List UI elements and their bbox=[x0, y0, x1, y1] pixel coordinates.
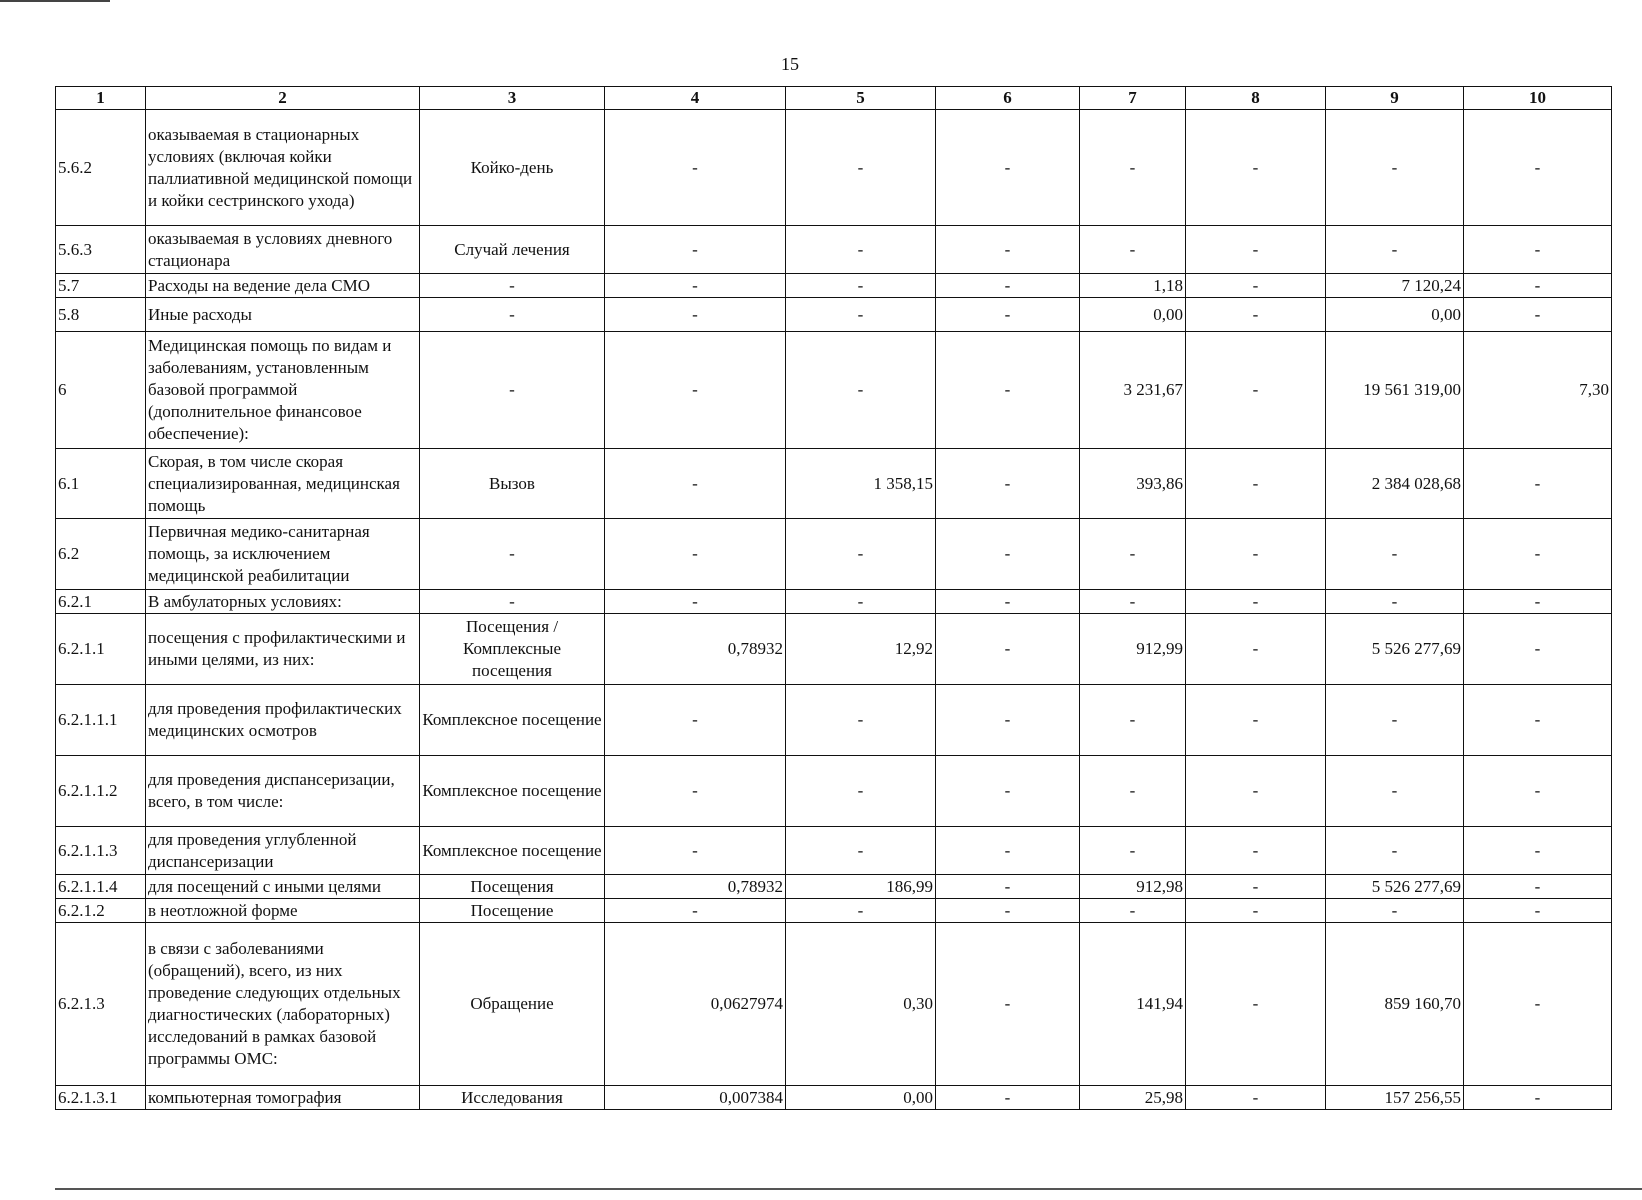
row-unit: Комплексное посещение bbox=[420, 827, 605, 875]
column-header: 3 bbox=[420, 87, 605, 110]
cell-col5: 1 358,15 bbox=[786, 449, 936, 519]
column-header: 9 bbox=[1326, 87, 1464, 110]
table-row bbox=[56, 519, 1612, 590]
cell-col7: - bbox=[1080, 590, 1186, 614]
column-header: 2 bbox=[146, 87, 420, 110]
table-row bbox=[56, 923, 1612, 1086]
table-row bbox=[56, 614, 1612, 685]
table-row bbox=[56, 298, 1612, 332]
cell-col10: 7,30 bbox=[1464, 332, 1612, 449]
cell-col5: - bbox=[786, 226, 936, 274]
table-row bbox=[56, 899, 1612, 923]
row-unit: - bbox=[420, 274, 605, 298]
cell-col5: 0,00 bbox=[786, 1086, 936, 1110]
column-header: 10 bbox=[1464, 87, 1612, 110]
cell-col5: - bbox=[786, 590, 936, 614]
cell-col10: - bbox=[1464, 923, 1612, 1086]
row-name: Расходы на ведение дела СМО bbox=[146, 274, 420, 298]
row-code: 6.2.1.3 bbox=[56, 923, 146, 1086]
cell-col5: - bbox=[786, 519, 936, 590]
row-unit: Исследования bbox=[420, 1086, 605, 1110]
cell-col7: 3 231,67 bbox=[1080, 332, 1186, 449]
cell-col8: - bbox=[1186, 519, 1326, 590]
row-code: 5.6.2 bbox=[56, 110, 146, 226]
cell-col6: - bbox=[936, 827, 1080, 875]
cell-col7: - bbox=[1080, 827, 1186, 875]
scan-edge-top bbox=[0, 0, 110, 2]
row-code: 6.2.1.1.2 bbox=[56, 756, 146, 827]
cell-col6: - bbox=[936, 756, 1080, 827]
row-name: для посещений с иными целями bbox=[146, 875, 420, 899]
cell-col4: - bbox=[605, 899, 786, 923]
cell-col7: 141,94 bbox=[1080, 923, 1186, 1086]
row-name: оказываемая в условиях дневного стационара bbox=[146, 226, 420, 274]
cell-col8: - bbox=[1186, 590, 1326, 614]
row-unit: Посещения / Комплексные посещения bbox=[420, 614, 605, 685]
table-row bbox=[56, 226, 1612, 274]
column-header: 8 bbox=[1186, 87, 1326, 110]
row-code: 6.2.1.1.3 bbox=[56, 827, 146, 875]
cell-col9: - bbox=[1326, 756, 1464, 827]
cell-col5: - bbox=[786, 756, 936, 827]
cell-col9: 0,00 bbox=[1326, 298, 1464, 332]
cell-col8: - bbox=[1186, 1086, 1326, 1110]
cell-col4: 0,78932 bbox=[605, 614, 786, 685]
cell-col6: - bbox=[936, 449, 1080, 519]
row-code: 6.1 bbox=[56, 449, 146, 519]
cell-col6: - bbox=[936, 298, 1080, 332]
table-row bbox=[56, 274, 1612, 298]
cell-col7: - bbox=[1080, 110, 1186, 226]
cell-col9: - bbox=[1326, 110, 1464, 226]
cell-col8: - bbox=[1186, 449, 1326, 519]
row-unit: - bbox=[420, 590, 605, 614]
cell-col5: 12,92 bbox=[786, 614, 936, 685]
cell-col8: - bbox=[1186, 685, 1326, 756]
cell-col8: - bbox=[1186, 923, 1326, 1086]
row-name: в неотложной форме bbox=[146, 899, 420, 923]
cell-col5: - bbox=[786, 899, 936, 923]
cell-col7: 912,99 bbox=[1080, 614, 1186, 685]
cell-col4: 0,78932 bbox=[605, 875, 786, 899]
cell-col5: - bbox=[786, 332, 936, 449]
table-row bbox=[56, 827, 1612, 875]
cell-col8: - bbox=[1186, 899, 1326, 923]
data-table bbox=[55, 86, 1612, 1110]
row-unit: Койко-день bbox=[420, 110, 605, 226]
row-unit: Посещение bbox=[420, 899, 605, 923]
row-name: В амбулаторных условиях: bbox=[146, 590, 420, 614]
cell-col6: - bbox=[936, 226, 1080, 274]
row-unit: Комплексное посещение bbox=[420, 756, 605, 827]
cell-col6: - bbox=[936, 110, 1080, 226]
cell-col9: - bbox=[1326, 519, 1464, 590]
cell-col5: 186,99 bbox=[786, 875, 936, 899]
cell-col9: - bbox=[1326, 590, 1464, 614]
row-name: для проведения углубленной диспансеризации bbox=[146, 827, 420, 875]
cell-col6: - bbox=[936, 590, 1080, 614]
cell-col9: 859 160,70 bbox=[1326, 923, 1464, 1086]
cell-col8: - bbox=[1186, 332, 1326, 449]
cell-col5: - bbox=[786, 685, 936, 756]
cell-col7: - bbox=[1080, 519, 1186, 590]
cell-col8: - bbox=[1186, 827, 1326, 875]
cell-col10: - bbox=[1464, 110, 1612, 226]
cell-col5: 0,30 bbox=[786, 923, 936, 1086]
cell-col7: - bbox=[1080, 685, 1186, 756]
row-code: 6.2.1.1.1 bbox=[56, 685, 146, 756]
row-name: Медицинская помощь по видам и заболеваниям, установленным базовой программой (дополнительное финансовое обеспечение): bbox=[146, 332, 420, 449]
row-name: Первичная медико-санитарная помощь, за исключением медицинской реабилитации bbox=[146, 519, 420, 590]
table-row bbox=[56, 449, 1612, 519]
cell-col8: - bbox=[1186, 298, 1326, 332]
row-code: 6 bbox=[56, 332, 146, 449]
column-header: 1 bbox=[56, 87, 146, 110]
cell-col7: 393,86 bbox=[1080, 449, 1186, 519]
row-name: посещения с профилактическими и иными целями, из них: bbox=[146, 614, 420, 685]
scan-edge-bottom bbox=[55, 1188, 1642, 1190]
row-name: в связи с заболеваниями (обращений), всего, из них проведение следующих отдельных диагностических (лабораторных) исследований в рамках базовой программы ОМС: bbox=[146, 923, 420, 1086]
cell-col7: - bbox=[1080, 899, 1186, 923]
cell-col4: 0,007384 bbox=[605, 1086, 786, 1110]
cell-col4: - bbox=[605, 756, 786, 827]
cell-col4: - bbox=[605, 110, 786, 226]
cell-col8: - bbox=[1186, 756, 1326, 827]
cell-col8: - bbox=[1186, 614, 1326, 685]
row-unit: Комплексное посещение bbox=[420, 685, 605, 756]
cell-col4: 0,0627974 bbox=[605, 923, 786, 1086]
cell-col5: - bbox=[786, 827, 936, 875]
cell-col7: 25,98 bbox=[1080, 1086, 1186, 1110]
cell-col9: - bbox=[1326, 899, 1464, 923]
row-unit: - bbox=[420, 519, 605, 590]
row-unit: - bbox=[420, 298, 605, 332]
cell-col9: - bbox=[1326, 685, 1464, 756]
cell-col10: - bbox=[1464, 274, 1612, 298]
header-row bbox=[56, 87, 1612, 110]
column-header: 6 bbox=[936, 87, 1080, 110]
cell-col4: - bbox=[605, 332, 786, 449]
cell-col5: - bbox=[786, 298, 936, 332]
row-name: Иные расходы bbox=[146, 298, 420, 332]
cell-col6: - bbox=[936, 274, 1080, 298]
cell-col10: - bbox=[1464, 685, 1612, 756]
cell-col10: - bbox=[1464, 1086, 1612, 1110]
row-name: для проведения диспансеризации, всего, в том числе: bbox=[146, 756, 420, 827]
cell-col6: - bbox=[936, 519, 1080, 590]
cell-col4: - bbox=[605, 827, 786, 875]
cell-col5: - bbox=[786, 274, 936, 298]
row-code: 6.2.1.3.1 bbox=[56, 1086, 146, 1110]
row-code: 5.6.3 bbox=[56, 226, 146, 274]
cell-col5: - bbox=[786, 110, 936, 226]
cell-col10: - bbox=[1464, 875, 1612, 899]
cell-col9: 7 120,24 bbox=[1326, 274, 1464, 298]
cell-col7: - bbox=[1080, 226, 1186, 274]
cell-col8: - bbox=[1186, 875, 1326, 899]
column-header: 7 bbox=[1080, 87, 1186, 110]
cell-col10: - bbox=[1464, 519, 1612, 590]
table-row bbox=[56, 590, 1612, 614]
row-name: Скорая, в том числе скорая специализированная, медицинская помощь bbox=[146, 449, 420, 519]
column-header: 5 bbox=[786, 87, 936, 110]
table-row bbox=[56, 685, 1612, 756]
cell-col4: - bbox=[605, 590, 786, 614]
cell-col6: - bbox=[936, 923, 1080, 1086]
table-row bbox=[56, 332, 1612, 449]
cell-col10: - bbox=[1464, 899, 1612, 923]
table-row bbox=[56, 875, 1612, 899]
cell-col10: - bbox=[1464, 226, 1612, 274]
cell-col10: - bbox=[1464, 614, 1612, 685]
row-unit: Обращение bbox=[420, 923, 605, 1086]
cell-col10: - bbox=[1464, 449, 1612, 519]
cell-col9: 5 526 277,69 bbox=[1326, 875, 1464, 899]
cell-col6: - bbox=[936, 332, 1080, 449]
row-code: 6.2.1 bbox=[56, 590, 146, 614]
row-code: 6.2.1.1.4 bbox=[56, 875, 146, 899]
row-name: для проведения профилактических медицинских осмотров bbox=[146, 685, 420, 756]
row-name: оказываемая в стационарных условиях (включая койки паллиативной медицинской помощи и койки сестринского ухода) bbox=[146, 110, 420, 226]
row-name: компьютерная томография bbox=[146, 1086, 420, 1110]
cell-col6: - bbox=[936, 899, 1080, 923]
cell-col6: - bbox=[936, 685, 1080, 756]
row-unit: Случай лечения bbox=[420, 226, 605, 274]
row-unit: Посещения bbox=[420, 875, 605, 899]
row-unit: Вызов bbox=[420, 449, 605, 519]
column-header: 4 bbox=[605, 87, 786, 110]
cell-col7: 0,00 bbox=[1080, 298, 1186, 332]
cell-col9: - bbox=[1326, 226, 1464, 274]
cell-col4: - bbox=[605, 226, 786, 274]
table-row bbox=[56, 756, 1612, 827]
cell-col7: - bbox=[1080, 756, 1186, 827]
row-code: 6.2.1.1 bbox=[56, 614, 146, 685]
row-code: 5.7 bbox=[56, 274, 146, 298]
cell-col4: - bbox=[605, 519, 786, 590]
table-row bbox=[56, 1086, 1612, 1110]
cell-col9: 2 384 028,68 bbox=[1326, 449, 1464, 519]
row-code: 6.2 bbox=[56, 519, 146, 590]
cell-col9: 5 526 277,69 bbox=[1326, 614, 1464, 685]
cell-col10: - bbox=[1464, 298, 1612, 332]
row-code: 6.2.1.2 bbox=[56, 899, 146, 923]
cell-col4: - bbox=[605, 685, 786, 756]
cell-col7: 912,98 bbox=[1080, 875, 1186, 899]
table-row bbox=[56, 110, 1612, 226]
cell-col6: - bbox=[936, 1086, 1080, 1110]
cell-col10: - bbox=[1464, 827, 1612, 875]
cell-col9: - bbox=[1326, 827, 1464, 875]
cell-col4: - bbox=[605, 298, 786, 332]
cell-col9: 19 561 319,00 bbox=[1326, 332, 1464, 449]
page-number: 15 bbox=[781, 54, 799, 74]
cell-col10: - bbox=[1464, 756, 1612, 827]
cell-col8: - bbox=[1186, 226, 1326, 274]
cell-col7: 1,18 bbox=[1080, 274, 1186, 298]
row-unit: - bbox=[420, 332, 605, 449]
row-code: 5.8 bbox=[56, 298, 146, 332]
cell-col4: - bbox=[605, 449, 786, 519]
cell-col4: - bbox=[605, 274, 786, 298]
cell-col10: - bbox=[1464, 590, 1612, 614]
cell-col8: - bbox=[1186, 110, 1326, 226]
cell-col6: - bbox=[936, 614, 1080, 685]
cell-col8: - bbox=[1186, 274, 1326, 298]
cell-col9: 157 256,55 bbox=[1326, 1086, 1464, 1110]
cell-col6: - bbox=[936, 875, 1080, 899]
